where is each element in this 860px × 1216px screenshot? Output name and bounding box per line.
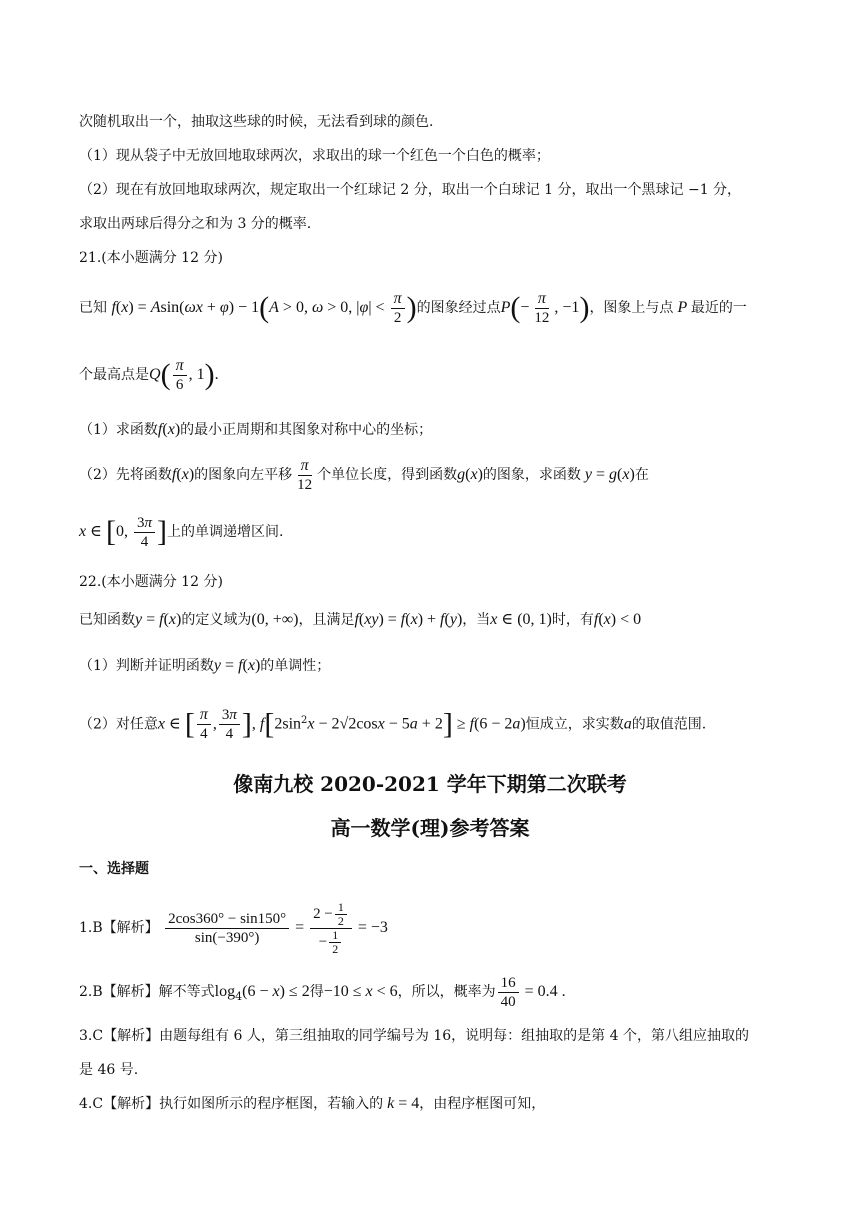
p21-given: 已知 f(x) = Asin(ωx + φ) − 1(A > 0, ω > 0, |φ| < $\frac{\pi}{2}$ )的图象经过点P(− $\frac{\pi}{12}$ , −1)，图象上与点 P 最近的一 [79, 289, 747, 326]
p21-q2-end: 在 [634, 467, 649, 483]
p20-line: 次随机取出一个，抽取这些球的时候，无法看到球的颜色. [79, 114, 434, 130]
answer-title: 像南九校 2020-2021 学年下期第二次联考 [233, 772, 627, 796]
p21-peak-prefix: 个最高点是 [79, 367, 149, 383]
p21-given-prefix: 已知 [79, 300, 107, 316]
a1-label: 1.B【解析】 [79, 920, 159, 936]
p21-q2-prefix: （2）先将函数 [79, 467, 172, 483]
p22-given-mid2: ，且满足 [298, 612, 355, 628]
p21-q2-tail: 上的单调递增区间. [166, 524, 284, 540]
p21-q2: （2）先将函数f(x)的图象向左平移 $\frac{\pi}{12}$ 个单位长度，得到函数g(x)的图象，求函数 y = g(x)在 [79, 456, 649, 493]
p22-q1-suffix: 的单调性； [260, 658, 331, 674]
a4-text1: 执行如图所示的程序框图，若输入的 [159, 1096, 384, 1112]
p21-given-suffix: ，图象上与点 [589, 300, 674, 316]
p22-q2-suffix: 的取值范围. [631, 716, 707, 733]
answer-3-cont: 是 46 号. [79, 1062, 139, 1078]
p21-q1: （1）求函数f(x)的最小正周期和其图象对称中心的坐标； [79, 421, 433, 438]
p21-q2-interval: x ∈ [0, $\frac{3\pi}{4}$ ]上的单调递增区间. [79, 514, 284, 550]
p21-header: 21.(本小题满分 12 分) [79, 250, 223, 266]
p20-q2b: 求取出两球后得分之和为 3 分的概率. [79, 216, 312, 232]
p22-q2-mid: 恒成立，求实数 [525, 716, 624, 733]
answer-subtitle: 高一数学(理)参考答案 [330, 816, 530, 840]
p22-given-mid4: 时，有 [551, 612, 594, 628]
p22-given-mid3: ，当 [462, 612, 491, 628]
p21-given-mid: 的图象经过点 [416, 300, 501, 316]
p20-q1: （1）现从袋子中无放回地取球两次，求取出的球一个红色一个白色的概率； [79, 148, 550, 164]
p21-peak: 个最高点是Q( $\frac{\pi}{6}$ , 1). [79, 356, 219, 393]
section-heading: 一、选择题 [79, 861, 149, 877]
answer-4: 4.C【解析】执行如图所示的程序框图，若输入的 k = 4，由程序框图可知， [79, 1095, 546, 1112]
a2-text2: 得 [309, 984, 324, 1000]
answer-3 [79, 1026, 749, 1046]
p22-q2: （2）对任意x ∈ [ $\frac{\pi}{4}$ , $\frac{3\pi}{4}$ ], $f[2\sin^2x - 2√2\cos x - 5a + 2] \ge f(6 - 2a)$恒成立，求实数a的取值范围. [79, 706, 707, 743]
p21-given-end: 最近的一 [690, 300, 747, 316]
p21-q1-prefix: （1）求函数 [79, 422, 158, 438]
p22-q2-prefix: （2）对任意 [79, 716, 158, 733]
a2-label: 2.B【解析】 [79, 984, 159, 1000]
a3-label: 3.C【解析】 [79, 1028, 160, 1044]
a2-text1: 解不等式 [158, 984, 215, 1000]
a2-text3: ，所以，概率为 [397, 984, 496, 1000]
p22-given-prefix: 已知函数 [79, 612, 135, 628]
p21-q2-mid1: 的图象向左平移 [194, 467, 293, 483]
p22-q1: （1）判断并证明函数y = f(x)的单调性； [79, 657, 331, 674]
p21-q2-mid3: 的图象，求函数 [482, 467, 581, 483]
p22-header: 22.(本小题满分 12 分) [79, 574, 223, 590]
answer-1: 1.B【解析】 $\frac{2\cos 360^\circ - \sin 150^\circ}{\sin(-390^\circ)}$ = 2 − $\frac{1}{2}$ − $\frac{1}{2}$ = −3 [79, 899, 388, 956]
p21-q1-suffix: 的最小正周期和其图象对称中心的坐标； [180, 422, 433, 438]
a4-label: 4.C【解析】 [79, 1096, 160, 1112]
a3-text: 由题每组有 6 人，第三组抽取的同学编号为 16，说明每：组抽取的是第 4 个，第八组应抽取的 [159, 1028, 749, 1044]
p22-given-mid1: 的定义域为 [181, 612, 252, 628]
p21-q2-mid2: 个单位长度，得到函数 [317, 467, 458, 483]
p22-given: 已知函数y = f(x)的定义域为(0, +∞)，且满足f(xy) = f(x) + f(y)，当x ∈ (0, 1)时，有f(x) < 0 [79, 611, 642, 628]
answer-2: 2.B【解析】解不等式$\log_4(6 - x) \le 2$得−10 ≤ x < 6，所以，概率为 $\frac{16}{40}$ = 0.4 . [79, 974, 566, 1010]
a4-text2: ，由程序框图可知， [419, 1096, 546, 1112]
p20-q2a: （2）现在有放回地取球两次，规定取出一个红球记 2 分，取出一个白球记 1 分，取出一个黑球记 −1 分， [79, 182, 742, 198]
p22-q1-prefix: （1）判断并证明函数 [79, 658, 214, 674]
